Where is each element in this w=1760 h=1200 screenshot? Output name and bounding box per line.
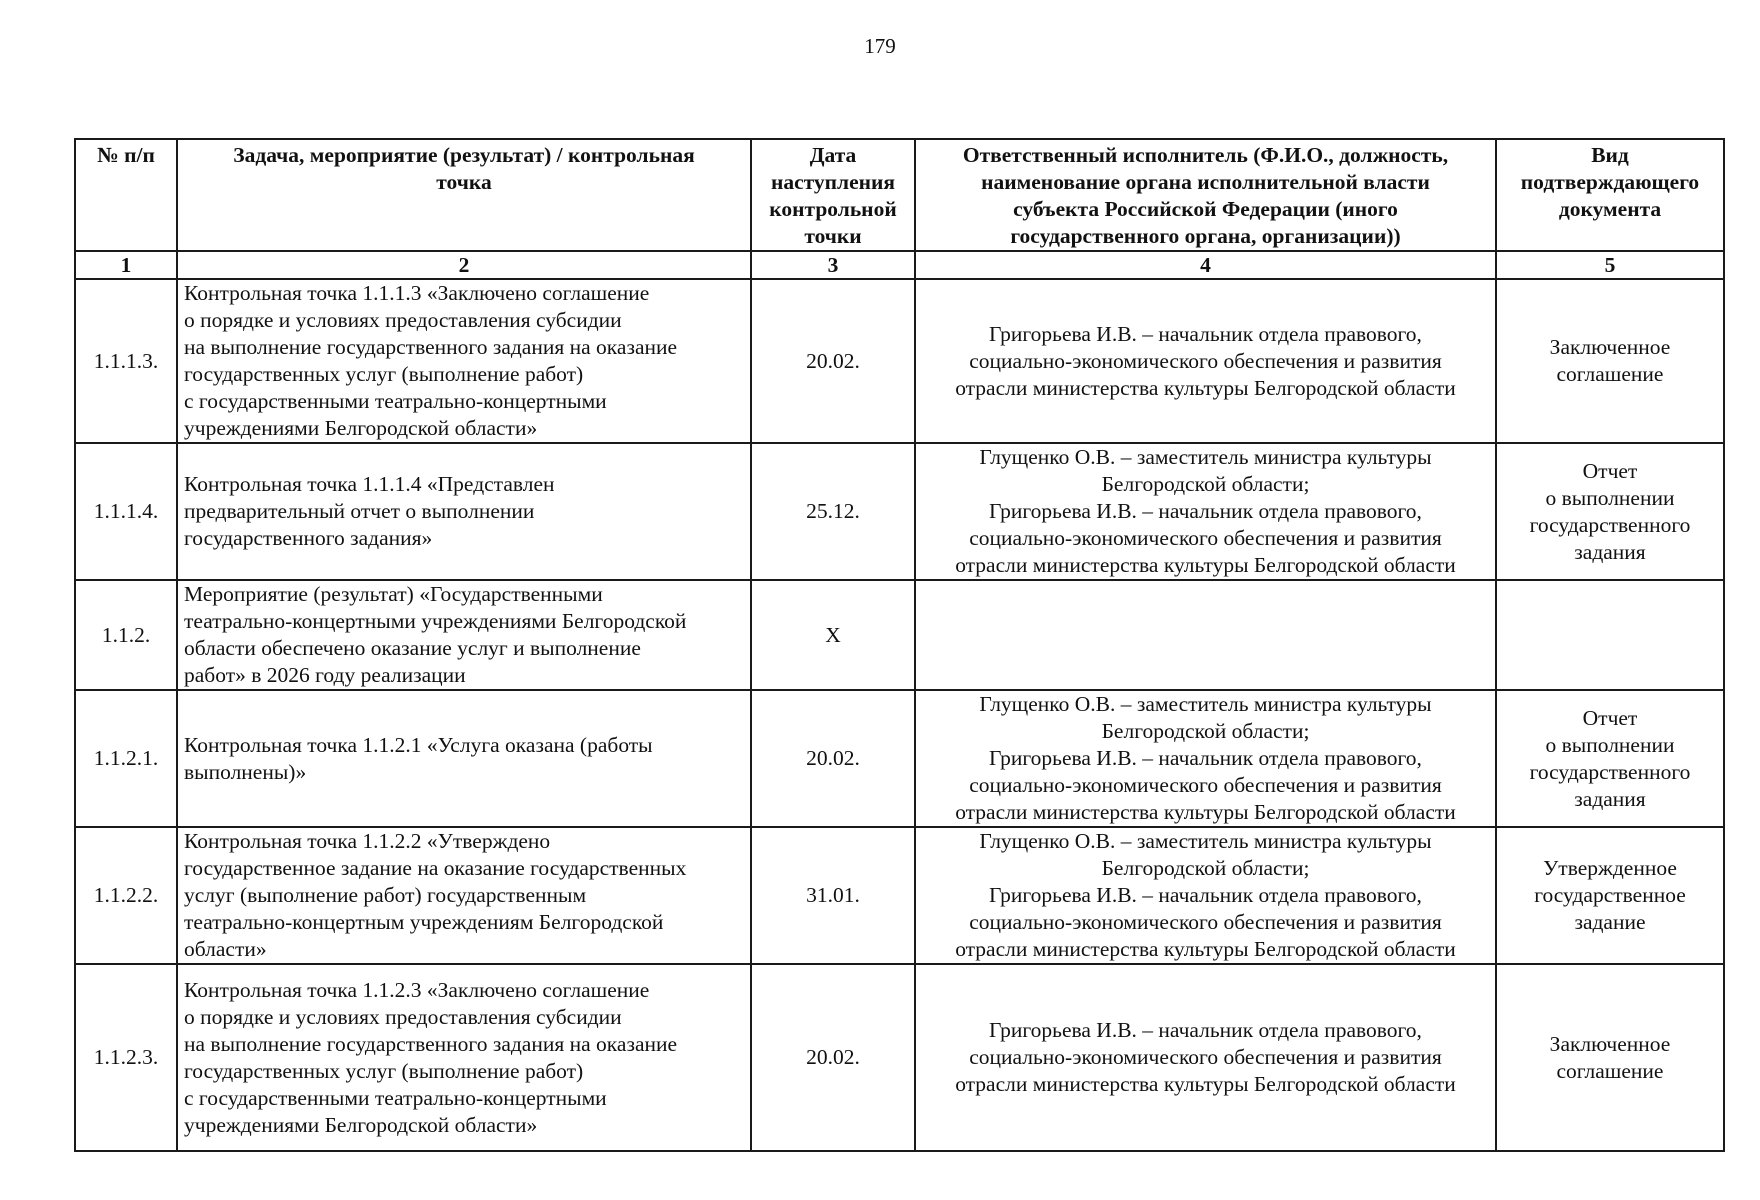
- table-row: [75, 580, 1724, 690]
- row-task: Контрольная точка 1.1.2.1 «Услуга оказана (работы выполнены)»: [177, 690, 751, 827]
- row-date: Х: [751, 580, 915, 690]
- row-executor: [915, 580, 1496, 690]
- table-row: [75, 827, 1724, 964]
- row-date: 20.02.: [751, 690, 915, 827]
- row-executor: Григорьева И.В. – начальник отдела правового, социально-экономического обеспечения и развития отрасли министерства культуры Белгородской области: [915, 279, 1496, 443]
- row-executor: Глущенко О.В. – заместитель министра культуры Белгородской области; Григорьева И.В. – начальник отдела правового, социально-экономического обеспечения и развития отрасли министерства культуры Белгородской области: [915, 443, 1496, 580]
- row-date: 20.02.: [751, 964, 915, 1151]
- row-date: 31.01.: [751, 827, 915, 964]
- row-document: Отчет о выполнении государственного задания: [1496, 690, 1724, 827]
- header-task: Задача, мероприятие (результат) / контрольная точка: [177, 139, 751, 251]
- row-task: Контрольная точка 1.1.1.3 «Заключено соглашение о порядке и условиях предоставления субсидии на выполнение государственного задания на оказание государственных услуг (выполнение работ) с государственными театрально-концертными учреждениями Белгородской области»: [177, 279, 751, 443]
- row-task: Контрольная точка 1.1.1.4 «Представлен предварительный отчет о выполнении государственного задания»: [177, 443, 751, 580]
- column-number: 3: [751, 251, 915, 279]
- row-date: 25.12.: [751, 443, 915, 580]
- row-number: 1.1.2.: [75, 580, 177, 690]
- column-number: 4: [915, 251, 1496, 279]
- row-task: Контрольная точка 1.1.2.3 «Заключено соглашение о порядке и условиях предоставления субсидии на выполнение государственного задания на оказание государственных услуг (выполнение работ) с государственными театрально-концертными учреждениями Белгородской области»: [177, 964, 751, 1151]
- row-executor: Глущенко О.В. – заместитель министра культуры Белгородской области; Григорьева И.В. – начальник отдела правового, социально-экономического обеспечения и развития отрасли министерства культуры Белгородской области: [915, 690, 1496, 827]
- table-row: [75, 279, 1724, 443]
- row-task: Контрольная точка 1.1.2.2 «Утверждено государственное задание на оказание государственных услуг (выполнение работ) государственным театрально-концертным учреждениям Белгородской области»: [177, 827, 751, 964]
- row-number: 1.1.1.3.: [75, 279, 177, 443]
- row-document: Утвержденное государственное задание: [1496, 827, 1724, 964]
- row-executor: Глущенко О.В. – заместитель министра культуры Белгородской области; Григорьева И.В. – начальник отдела правового, социально-экономического обеспечения и развития отрасли министерства культуры Белгородской области: [915, 827, 1496, 964]
- control-points-table: [74, 138, 1725, 1152]
- row-document: Отчет о выполнении государственного задания: [1496, 443, 1724, 580]
- column-number: 1: [75, 251, 177, 279]
- column-number: 5: [1496, 251, 1724, 279]
- table-row: [75, 443, 1724, 580]
- column-number: 2: [177, 251, 751, 279]
- column-numbers-row: [75, 251, 1724, 279]
- row-number: 1.1.1.4.: [75, 443, 177, 580]
- row-number: 1.1.2.2.: [75, 827, 177, 964]
- row-document: Заключенное соглашение: [1496, 279, 1724, 443]
- row-executor: Григорьева И.В. – начальник отдела правового, социально-экономического обеспечения и развития отрасли министерства культуры Белгородской области: [915, 964, 1496, 1151]
- row-document: [1496, 580, 1724, 690]
- row-number: 1.1.2.1.: [75, 690, 177, 827]
- table-row: [75, 690, 1724, 827]
- header-executor: Ответственный исполнитель (Ф.И.О., должность, наименование органа исполнительной власти субъекта Российской Федерации (иного государственного органа, организации)): [915, 139, 1496, 251]
- page-number: 179: [864, 34, 896, 58]
- header-number: № п/п: [75, 139, 177, 251]
- table-row: [75, 964, 1724, 1151]
- row-document: Заключенное соглашение: [1496, 964, 1724, 1151]
- row-number: 1.1.2.3.: [75, 964, 177, 1151]
- header-date: Дата наступления контрольной точки: [751, 139, 915, 251]
- row-task: Мероприятие (результат) «Государственными театрально-концертными учреждениями Белгородской области обеспечено оказание услуг и выполнение работ» в 2026 году реализации: [177, 580, 751, 690]
- table-header-row: [75, 139, 1724, 251]
- row-date: 20.02.: [751, 279, 915, 443]
- header-document: Вид подтверждающего документа: [1496, 139, 1724, 251]
